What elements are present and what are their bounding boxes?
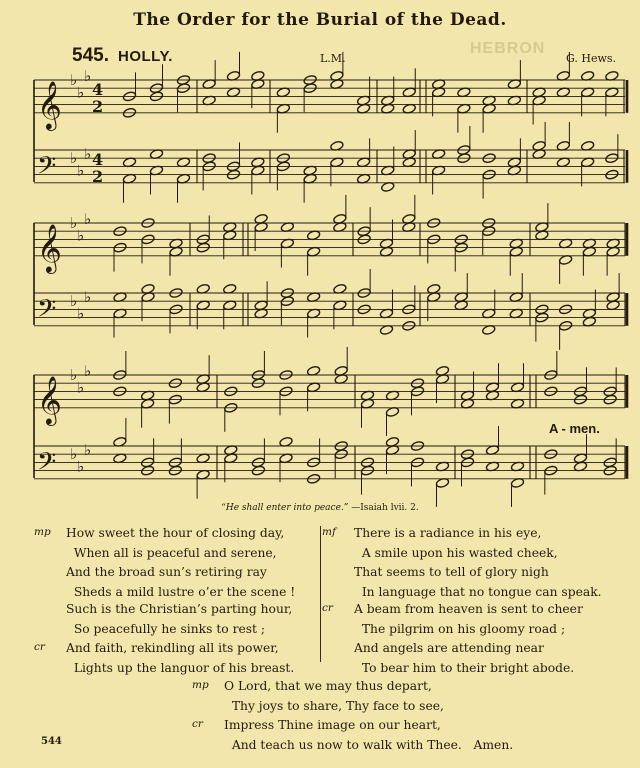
flat-sign: ♭ [77,83,85,102]
verse-line: How sweet the hour of closing day, [66,526,285,540]
flat-sign: ♭ [70,366,78,384]
time-signature-bottom: 2 [92,167,104,186]
verse-line: Lights up the languor of his breast. [66,660,295,675]
verse-line: That seems to tell of glory nigh [354,565,549,580]
verse-line: A beam from heaven is sent to cheer [354,602,583,616]
treble-clef: 𝄞 [37,222,62,272]
treble-clef: 𝄞 [37,79,62,129]
dynamic-marking: mf [322,526,336,538]
flat-sign: ♭ [70,71,78,89]
verse-line: Impress Thine image on our heart, [224,718,441,733]
verse-line: Sheds a mild lustre o’er the scene ! [66,584,296,599]
flat-sign: ♭ [84,66,92,85]
scripture-quote: “He shall enter into peace.” [221,503,349,513]
verse-line: And teach us now to walk with Thee. Amen. [224,737,514,752]
bass-clef: 𝄢 [37,447,57,483]
dynamic-marking: mp [34,526,51,538]
verse-line: And the broad sun’s retiring ray [66,565,267,580]
treble-clef: 𝄞 [37,374,62,424]
flat-sign: ♭ [70,214,78,232]
page-number: 544 [41,736,62,747]
verse-line: The pilgrim on his gloomy road ; [354,621,566,636]
flat-sign: ♭ [84,209,92,228]
verse-line: There is a radiance in his eye, [354,526,542,540]
flat-sign: ♭ [70,292,78,311]
verse-line: In language that no tongue can speak. [354,584,602,599]
composer: G. Hews. [566,52,617,65]
amen-label: A - men. [549,421,600,436]
column-divider [320,526,321,662]
scripture-reference [0,503,640,513]
dynamic-marking: cr [34,641,45,654]
meter: L.M. [320,52,346,65]
page-title: The Order for the Burial of the Dead. [133,10,507,30]
flat-sign: ♭ [84,441,92,460]
flat-sign: ♭ [84,288,92,307]
dynamic-marking: cr [192,718,203,731]
verse-line: And faith, rekindling all its power, [66,641,279,656]
time-signature-top: 4 [92,150,104,169]
hymn-number: 545. [72,45,109,66]
flat-sign: ♭ [77,457,85,476]
flat-sign: ♭ [70,445,78,464]
flat-sign: ♭ [84,145,92,164]
bass-clef: 𝄢 [37,294,57,330]
verse-line: To bear him to their bright abode. [354,660,575,675]
time-signature-top: 4 [92,80,104,99]
bass-clef: 𝄢 [37,151,57,187]
tune-name: HOLLY. [118,48,173,65]
flat-sign: ♭ [77,304,85,323]
flat-sign: ♭ [77,378,85,397]
dynamic-marking: mp [192,679,209,691]
verse-line: A smile upon his wasted cheek, [354,545,558,560]
dynamic-marking: cr [322,602,333,614]
verse-line: So peacefully he sinks to rest ; [66,621,266,636]
verse-line: O Lord, that we may thus depart, [224,679,432,693]
flat-sign: ♭ [77,226,85,245]
verse-line: Such is the Christian’s parting hour, [66,602,293,616]
time-signature-bottom: 2 [92,97,104,116]
flat-sign: ♭ [70,149,78,168]
verse-line: Thy joys to share, Thy face to see, [224,698,444,713]
scripture-citation: —Isaiah lvii. 2. [351,503,419,513]
flat-sign: ♭ [77,161,85,180]
bleed-through-text: HEBRON [470,40,546,57]
verse-line: And angels are attending near [354,641,544,656]
verse-line: When all is peaceful and serene, [66,545,277,560]
flat-sign: ♭ [84,361,92,380]
